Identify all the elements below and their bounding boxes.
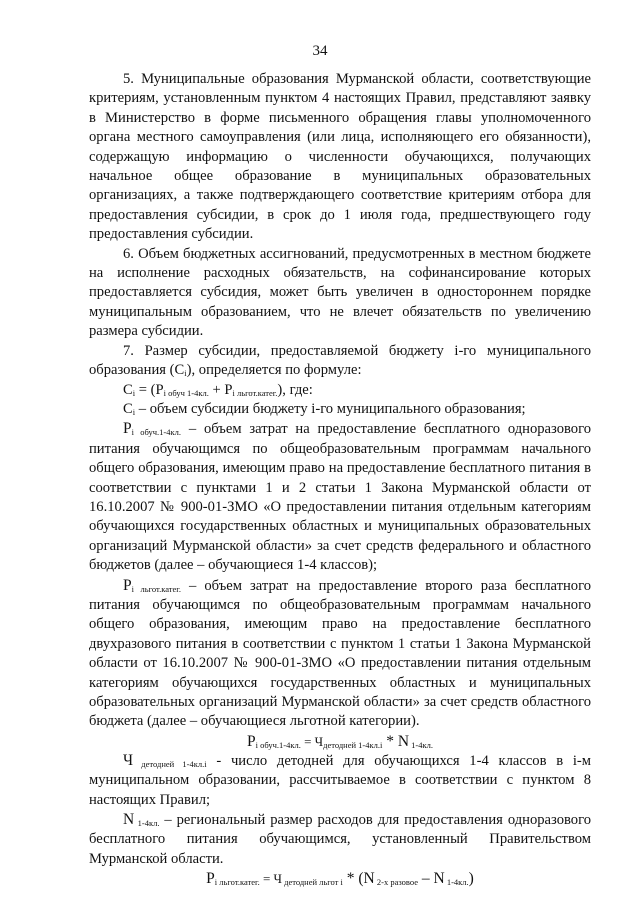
formula-subscript: 1-4кл.	[444, 877, 469, 888]
definition-n	[89, 810, 591, 869]
definition-symbol: P	[123, 576, 132, 594]
formula-subscript: i льгот.катег.	[214, 877, 260, 888]
definition-subscript: детодней 1-4кл.i	[133, 758, 207, 769]
formula-p-lgot	[89, 869, 591, 888]
formula-symbol: С	[123, 381, 133, 398]
definition-p-lgot	[89, 576, 591, 732]
formula-subsidy	[89, 381, 591, 400]
definition-c	[89, 400, 591, 419]
formula-symbol: = (P	[135, 381, 164, 398]
formula-p-obuch	[89, 732, 591, 751]
formula-subscript: детодней 1-4кл.i	[323, 739, 383, 750]
formula-subscript: 2-х разовое	[374, 877, 418, 888]
item-7-subscript: i	[184, 368, 187, 379]
formula-symbol: * N	[382, 732, 410, 750]
formula-symbol: ), где:	[277, 381, 313, 398]
definition-text: – объем затрат на предоставление второго раза бесплатного питания обучающимся по общеобразовательным программам начального общего образования, имеющим право на предоставление бесплатного двухразового питания в соответствии с пунктом 1 статьи 1 Закона Мурманской области от 16.10.2007 № 900-01-ЗМО «О предоставлении питания отдельным категориям обучающихся государственных областных и муниципальных образовательных организаций Мурманской области» за счет средств областного бюджета (далее – обучающиеся льготной категории).	[89, 577, 592, 730]
definition-subscript: i льгот.катег.	[131, 583, 181, 594]
formula-subscript: детодней льгот i	[282, 877, 343, 888]
definition-symbol: С	[123, 400, 133, 417]
formula-symbol: * (N	[342, 870, 375, 888]
formula-subscript: 1-4кл.	[409, 739, 433, 750]
definition-text: – объем субсидии бюджету i-го муниципального образования;	[135, 400, 526, 417]
formula-symbol: P	[247, 732, 256, 750]
formula-symbol: = Ч	[259, 871, 282, 887]
definition-symbol: P	[123, 420, 132, 438]
definition-symbol: Ч	[123, 751, 134, 769]
definition-text: - число детодней для обучающихся 1-4 классов в i-м муниципальном образовании, рассчитываемое в соответствии с пунктом 8 настоящих Правил;	[89, 752, 592, 808]
formula-symbol: P	[206, 870, 215, 888]
formula-subscript: i льгот.катег.	[232, 387, 278, 398]
formula-subscript: i обуч 1-4кл.	[163, 387, 209, 398]
page-number: 34	[312, 43, 328, 59]
formula-subscript: i обуч.1-4кл.	[255, 739, 301, 750]
item-7-text-end: ), определяется по формуле:	[186, 362, 362, 379]
formula-subscript: i	[132, 387, 136, 398]
definition-text: – региональный размер расходов для предоставления одноразового бесплатного питания обучающимся, установленный Правительством Мурманской области.	[89, 812, 591, 867]
formula-symbol: = Ч	[300, 733, 324, 749]
definition-subscript: i обуч.1-4кл.	[131, 427, 182, 438]
definition-subscript: i	[132, 406, 136, 417]
definition-ch	[89, 751, 591, 810]
paragraph-item-7	[89, 342, 591, 381]
paragraph-item-6: 6. Объем бюджетных ассигнований, предусмотренных в местном бюджете на исполнение расходных обязательств, на софинансирование которых предоставляется субсидия, может быть увеличен в одностороннем порядке муниципальным образованием, что не влечет обязательств по увеличению размера субсидии.	[89, 245, 591, 340]
definition-text: – объем затрат на предоставление бесплатного одноразового питания обучающимся по общеобразовательным программам начального общего образования, имеющим право на предоставление бесплатного питания в соответствии с пунктами 1 и 2 статьи 1 Закона Мурманской области от 16.10.2007 № 900-01-ЗМО «О предоставлении питания отдельным категориям обучающихся государственных областных и муниципальных образовательных организаций Мурманской области» за счет средств федерального и областного бюджетов (далее – обучающиеся 1-4 классов);	[89, 421, 591, 574]
paragraph-item-5: 5. Муниципальные образования Мурманской области, соответствующие критериям, установленным пунктом 4 настоящих Правил, представляют заявку в Министерство в форме письменного обращения главы уполномоченного органа местного самоуправления (или лица, исполняющего его обязанности), содержащую информацию о численности обучающихся, получающих начальное общее образование в муниципальных образовательных организациях, а также подтверждающего соответствие критериям отбора для предоставления субсидии, в срок до 1 июля года, предшествующего году предоставления субсидии.	[89, 71, 591, 243]
item-7-text: 7. Размер субсидии, предоставляемой бюджету i-го муниципального образования (С	[89, 342, 591, 379]
formula-symbol: )	[468, 870, 474, 888]
definition-p-obuch	[89, 419, 591, 575]
definition-subscript: 1-4кл.	[134, 818, 160, 829]
page-body	[89, 70, 591, 888]
formula-symbol: – N	[418, 870, 445, 888]
formula-symbol: + P	[208, 381, 233, 398]
definition-symbol: N	[123, 811, 135, 829]
